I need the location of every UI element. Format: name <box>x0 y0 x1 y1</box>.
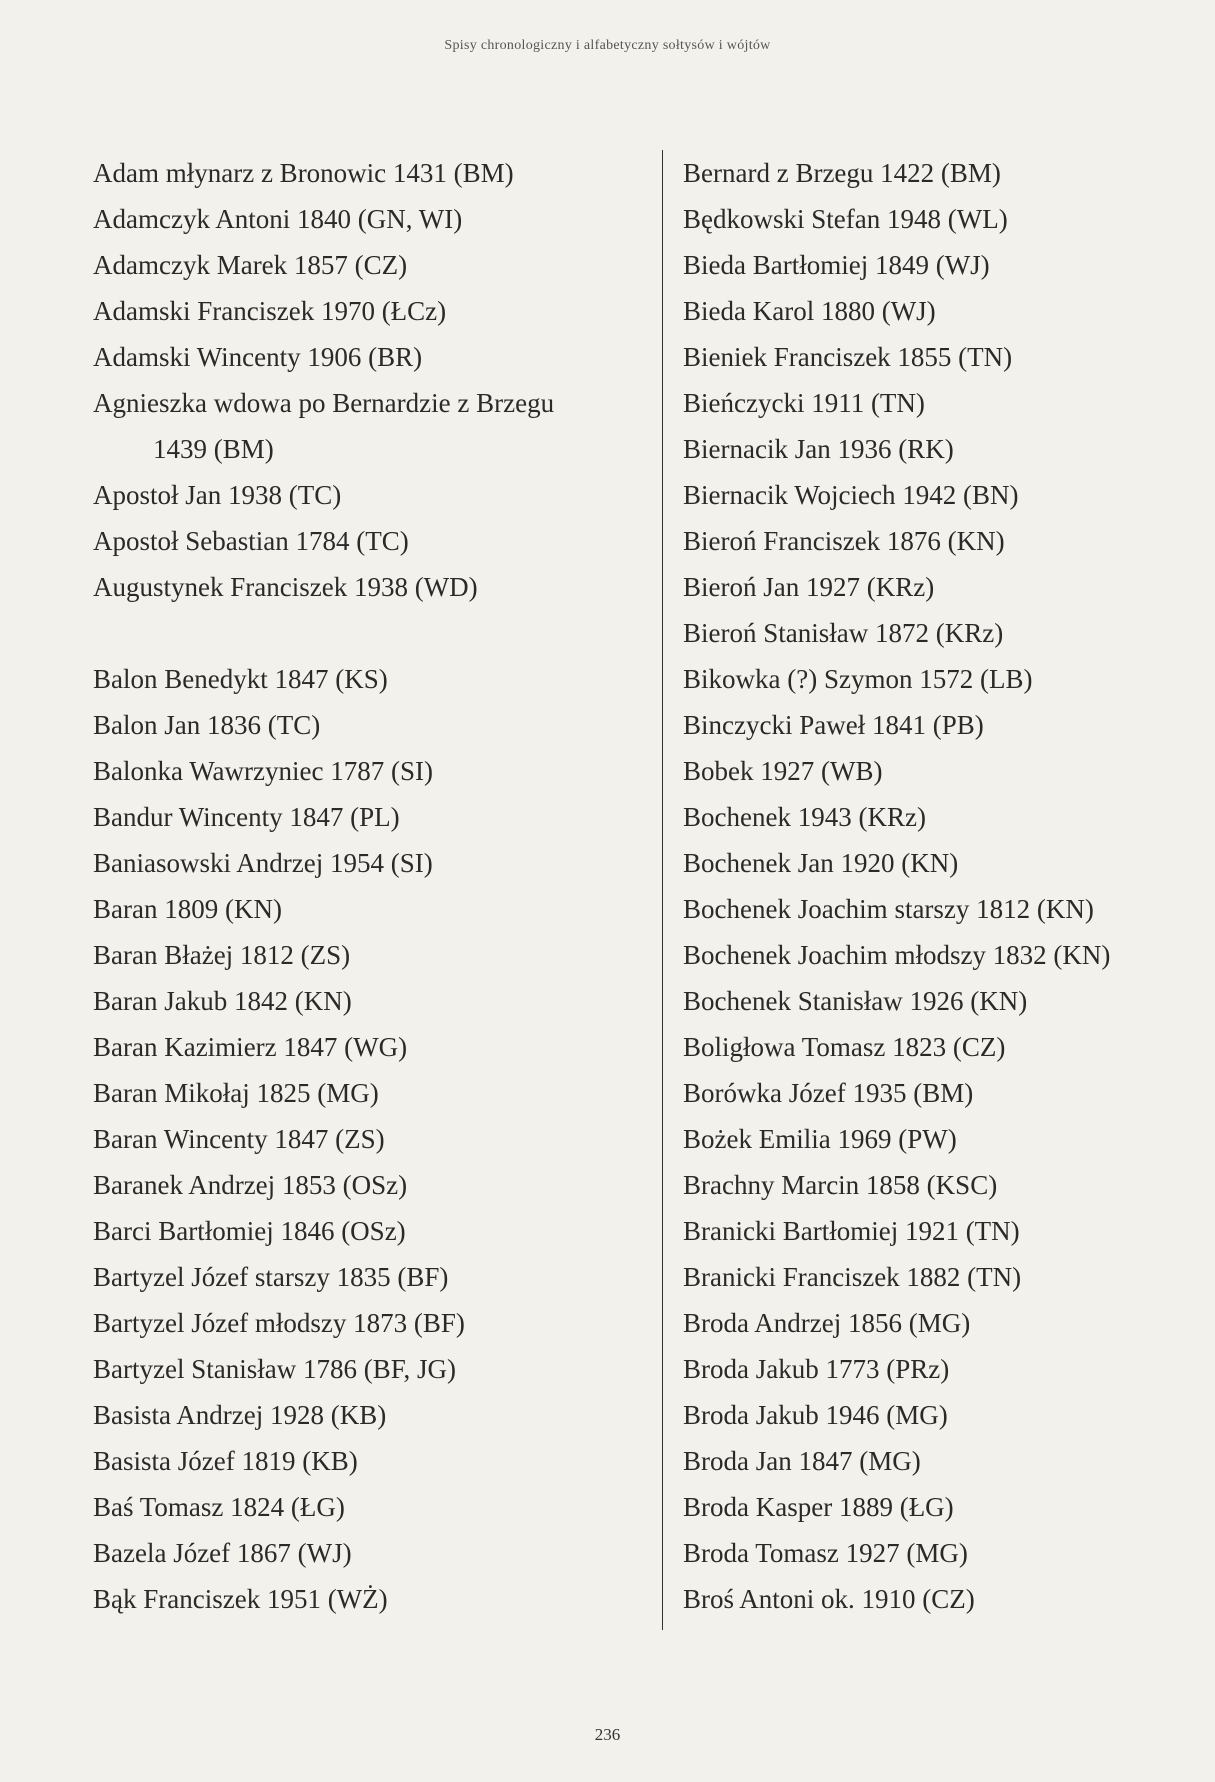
index-entry: Baran Błażej 1812 (ZS) <box>93 940 351 970</box>
index-entry: Adamczyk Antoni 1840 (GN, WI) <box>93 204 463 234</box>
index-entry: Brachny Marcin 1858 (KSC) <box>683 1170 998 1200</box>
index-entry: Bobek 1927 (WB) <box>683 756 883 786</box>
index-entry: Broda Jan 1847 (MG) <box>683 1446 921 1476</box>
index-entry: Branicki Franciszek 1882 (TN) <box>683 1262 1022 1292</box>
index-entry: Baniasowski Andrzej 1954 (SI) <box>93 848 433 878</box>
index-entry: 1439 (BM) <box>153 434 274 464</box>
index-entry: Balon Benedykt 1847 (KS) <box>93 664 388 694</box>
page-number: 236 <box>594 1725 621 1744</box>
index-entry: Baran Wincenty 1847 (ZS) <box>93 1124 385 1154</box>
index-entry: Bernard z Brzegu 1422 (BM) <box>683 158 1001 188</box>
index-entry: Balon Jan 1836 (TC) <box>93 710 321 740</box>
index-entry: Baran Kazimierz 1847 (WG) <box>93 1032 408 1062</box>
index-entry: Agnieszka wdowa po Bernardzie z Brzegu <box>93 388 555 418</box>
index-entry: Bartyzel Józef młodszy 1873 (BF) <box>93 1308 465 1338</box>
index-entry: Bieroń Stanisław 1872 (KRz) <box>683 618 1004 648</box>
index-entry: Bieńczycki 1911 (TN) <box>683 388 925 418</box>
index-entry: Broda Jakub 1946 (MG) <box>683 1400 948 1430</box>
index-entry: Binczycki Paweł 1841 (PB) <box>683 710 984 740</box>
index-entry: Bieroń Franciszek 1876 (KN) <box>683 526 1005 556</box>
index-entry: Bazela Józef 1867 (WJ) <box>93 1538 352 1568</box>
index-entry: Bochenek Joachim młodszy 1832 (KN) <box>683 940 1111 970</box>
index-entry: Broda Andrzej 1856 (MG) <box>683 1308 971 1338</box>
index-entry: Biernacik Jan 1936 (RK) <box>683 434 954 464</box>
index-entry: Bieroń Jan 1927 (KRz) <box>683 572 935 602</box>
index-entry: Bochenek Joachim starszy 1812 (KN) <box>683 894 1094 924</box>
index-entry: Bożek Emilia 1969 (PW) <box>683 1124 957 1154</box>
index-entry: Adamski Franciszek 1970 (ŁCz) <box>93 296 447 326</box>
column-divider <box>662 150 663 1630</box>
index-entry: Adamski Wincenty 1906 (BR) <box>93 342 423 372</box>
index-entry: Bieda Karol 1880 (WJ) <box>683 296 936 326</box>
index-entry: Bieniek Franciszek 1855 (TN) <box>683 342 1013 372</box>
index-entry: Baran Jakub 1842 (KN) <box>93 986 352 1016</box>
index-entry: Baranek Andrzej 1853 (OSz) <box>93 1170 408 1200</box>
index-entry: Bieda Bartłomiej 1849 (WJ) <box>683 250 990 280</box>
index-entry: Basista Józef 1819 (KB) <box>93 1446 358 1476</box>
index-entry: Baran 1809 (KN) <box>93 894 282 924</box>
index-entry: Bochenek 1943 (KRz) <box>683 802 926 832</box>
index-entry: Bochenek Stanisław 1926 (KN) <box>683 986 1028 1016</box>
index-entry: Bąk Franciszek 1951 (WŻ) <box>93 1584 388 1614</box>
section-gap <box>93 610 653 656</box>
index-entry: Biernacik Wojciech 1942 (BN) <box>683 480 1019 510</box>
running-header: Spisy chronologiczny i alfabetyczny sołtysów i wójtów <box>444 38 771 53</box>
index-entry: Baś Tomasz 1824 (ŁG) <box>93 1492 345 1522</box>
index-entry: Branicki Bartłomiej 1921 (TN) <box>683 1216 1020 1246</box>
index-entry: Barci Bartłomiej 1846 (OSz) <box>93 1216 406 1246</box>
index-entry: Broda Kasper 1889 (ŁG) <box>683 1492 954 1522</box>
index-entry: Boligłowa Tomasz 1823 (CZ) <box>683 1032 1006 1062</box>
left-column <box>93 150 653 1622</box>
index-entry: Adamczyk Marek 1857 (CZ) <box>93 250 408 280</box>
index-entry: Adam młynarz z Bronowic 1431 (BM) <box>93 158 514 188</box>
index-entry: Broda Jakub 1773 (PRz) <box>683 1354 950 1384</box>
index-entry: Apostoł Jan 1938 (TC) <box>93 480 342 510</box>
index-entry: Bochenek Jan 1920 (KN) <box>683 848 959 878</box>
index-entry: Broś Antoni ok. 1910 (CZ) <box>683 1584 975 1614</box>
right-column <box>683 150 1203 1622</box>
index-entry: Broda Tomasz 1927 (MG) <box>683 1538 968 1568</box>
index-entry: Bandur Wincenty 1847 (PL) <box>93 802 400 832</box>
index-entry: Apostoł Sebastian 1784 (TC) <box>93 526 409 556</box>
index-entry: Balonka Wawrzyniec 1787 (SI) <box>93 756 433 786</box>
index-entry: Bartyzel Józef starszy 1835 (BF) <box>93 1262 449 1292</box>
index-entry: Borówka Józef 1935 (BM) <box>683 1078 974 1108</box>
index-entry: Będkowski Stefan 1948 (WL) <box>683 204 1008 234</box>
index-entry: Bartyzel Stanisław 1786 (BF, JG) <box>93 1354 457 1384</box>
index-entry: Basista Andrzej 1928 (KB) <box>93 1400 387 1430</box>
index-entry: Baran Mikołaj 1825 (MG) <box>93 1078 379 1108</box>
index-entry: Augustynek Franciszek 1938 (WD) <box>93 572 478 602</box>
index-entry: Bikowka (?) Szymon 1572 (LB) <box>683 664 1033 694</box>
